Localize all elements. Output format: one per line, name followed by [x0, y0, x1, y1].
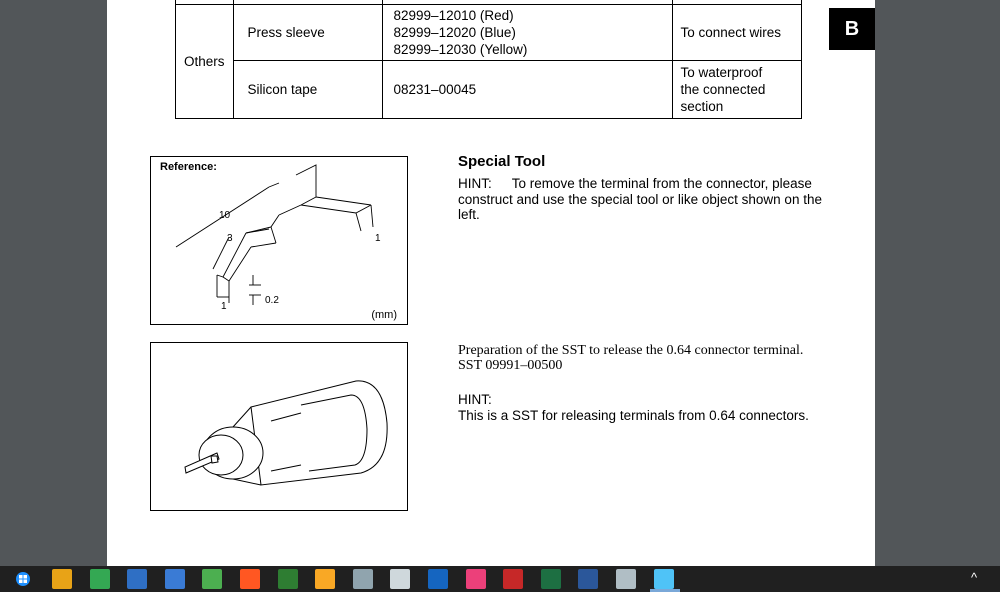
photos-icon[interactable] — [654, 569, 674, 589]
group-cell: Others — [176, 5, 234, 119]
image-viewer-icon[interactable] — [202, 569, 222, 589]
remote-desktop-icon[interactable] — [428, 569, 448, 589]
network-app-icon[interactable] — [165, 569, 185, 589]
sst-preparation-text: Preparation of the SST to release the 0.64 connector terminal. SST 09991–00500 — [458, 343, 804, 373]
special-tool-hint — [458, 176, 828, 223]
dim-tip-label: 3 — [227, 233, 233, 244]
photo-app-icon[interactable] — [240, 569, 260, 589]
dim-width-label: 1 — [221, 301, 227, 312]
dim-height-label: 1 — [375, 233, 381, 244]
taskbar — [0, 566, 1000, 592]
paint-icon[interactable] — [466, 569, 486, 589]
dim-length-label: 10 — [219, 210, 231, 221]
file-explorer-icon[interactable] — [52, 569, 72, 589]
special-tool-drawing — [150, 156, 408, 325]
hint-label: HINT: — [458, 176, 492, 191]
table-row — [176, 61, 802, 119]
tablet-icon[interactable] — [390, 569, 410, 589]
hint-text: To remove the terminal from the connector, please construct and use the special tool or like object shown on the left. — [458, 176, 822, 222]
part-number-cell: 08231–00045 — [382, 61, 672, 119]
sst-tool-illustration — [150, 342, 408, 511]
sst-hint — [458, 392, 809, 424]
screwdriver-svg — [151, 343, 407, 510]
part-name-cell: Silicon tape — [233, 61, 382, 119]
vc-app-icon[interactable] — [127, 569, 147, 589]
map-app-icon[interactable] — [353, 569, 373, 589]
tv-app-icon[interactable] — [503, 569, 523, 589]
reference-label: Reference: — [160, 161, 217, 173]
star-app-icon[interactable] — [315, 569, 335, 589]
green-app-icon[interactable] — [278, 569, 298, 589]
section-tab: B — [829, 8, 875, 50]
windows-start-icon[interactable] — [15, 571, 31, 587]
excel-icon[interactable] — [541, 569, 561, 589]
tray-chevron-icon[interactable]: ^ — [971, 570, 978, 585]
special-tool-title: Special Tool — [458, 153, 546, 170]
tool-dimension-svg — [151, 157, 407, 324]
unit-label: (mm) — [371, 309, 397, 321]
word-icon[interactable] — [578, 569, 598, 589]
table-row — [176, 5, 802, 61]
dim-thickness-label: 0.2 — [265, 295, 279, 306]
chrome-icon[interactable] — [90, 569, 110, 589]
hint-label: HINT: — [458, 392, 492, 407]
cube-app-icon[interactable] — [616, 569, 636, 589]
purpose-cell: To connect wires — [672, 5, 801, 61]
parts-table — [175, 0, 802, 119]
part-name-cell: Press sleeve — [233, 5, 382, 61]
purpose-cell: To waterproof the connected section — [672, 61, 801, 119]
part-number-cell: 82999–12010 (Red) 82999–12020 (Blue) 82999–12030 (Yellow) — [382, 5, 672, 61]
hint-text: This is a SST for releasing terminals from 0.64 connectors. — [458, 408, 809, 423]
